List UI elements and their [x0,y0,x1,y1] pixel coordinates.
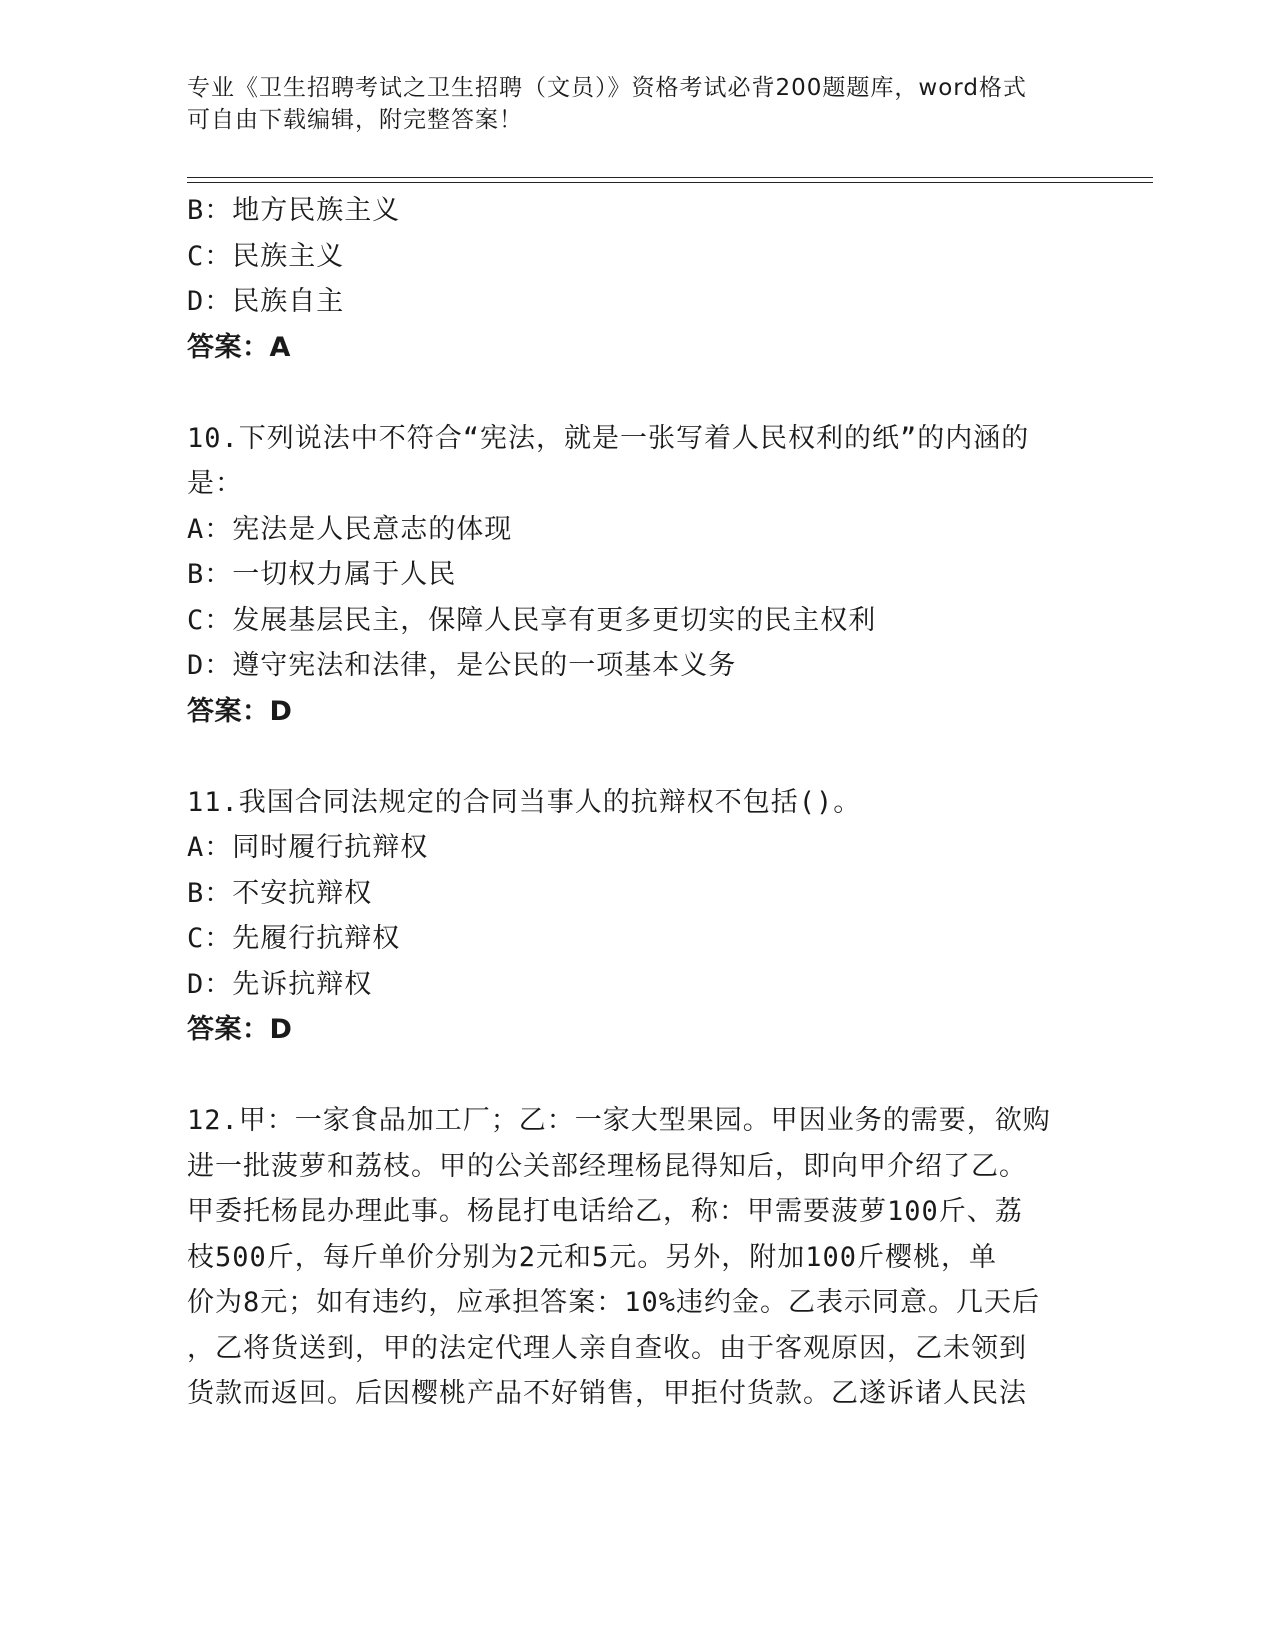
q10-answer: 答案：D [187,695,293,727]
q11-option-b: B：不安抗辩权 [187,877,373,909]
q11-stem: 11.我国合同法规定的合同当事人的抗辩权不包括()。 [187,786,862,818]
spacer [187,370,1087,416]
q12-line-3: 甲委托杨昆办理此事。杨昆打电话给乙，称：甲需要菠萝100斤、荔 [187,1196,1023,1227]
q12-line-1: 12.甲：一家食品加工厂；乙：一家大型果园。甲因业务的需要，欲购 [187,1105,1051,1136]
q11-option-d: D：先诉抗辩权 [187,968,373,1000]
q11-answer: 答案：D [187,1014,293,1045]
q9-option-b: B：地方民族主义 [187,195,401,226]
question-10-block [187,416,1087,735]
q9-answer: 答案：A [187,331,291,363]
q9-option-d: D：民族自主 [187,286,345,317]
q12-line-6: ，乙将货送到，甲的法定代理人亲自查收。由于客观原因，乙未领到 [187,1332,1027,1364]
spacer [187,734,1087,780]
q12-line-7: 货款而返回。后因樱桃产品不好销售，甲拒付货款。乙遂诉诸人民法 [187,1378,1027,1409]
q11-option-a: A：同时履行抗辩权 [187,832,429,863]
q12-line-4: 枝500斤，每斤单价分别为2元和5元。另外，附加100斤樱桃，单 [187,1241,998,1273]
document-header [187,72,1067,136]
header-title-line-1: 专业《卫生招聘考试之卫生招聘（文员）》资格考试必背200题题库，word格式 [187,75,1027,101]
spacer [187,1053,1087,1099]
header-title-line-2: 可自由下载编辑，附完整答案！ [187,107,523,133]
q9-option-c: C：民族主义 [187,240,345,272]
q10-stem-line-1: 10.下列说法中不符合“宪法，就是一张写着人民权利的纸”的内涵的 [187,422,1030,454]
header-rule-bottom [187,182,1153,183]
document-body [187,188,1087,1417]
q10-option-c: C：发展基层民主，保障人民享有更多更切实的民主权利 [187,604,877,636]
q10-stem-line-2: 是： [187,468,243,499]
q10-option-a: A：宪法是人民意志的体现 [187,513,513,545]
q12-line-5: 价为8元；如有违约，应承担答案：10%违约金。乙表示同意。几天后 [187,1287,1041,1318]
q12-line-2: 进一批菠萝和荔枝。甲的公关部经理杨昆得知后，即向甲介绍了乙。 [187,1150,1027,1182]
question-12-block [187,1098,1087,1417]
q11-option-c: C：先履行抗辩权 [187,923,401,954]
question-9-block [187,188,1087,370]
question-11-block [187,780,1087,1053]
q10-option-b: B：一切权力属于人民 [187,559,457,590]
q10-option-d: D：遵守宪法和法律，是公民的一项基本义务 [187,650,737,681]
header-rule-top [187,177,1153,178]
